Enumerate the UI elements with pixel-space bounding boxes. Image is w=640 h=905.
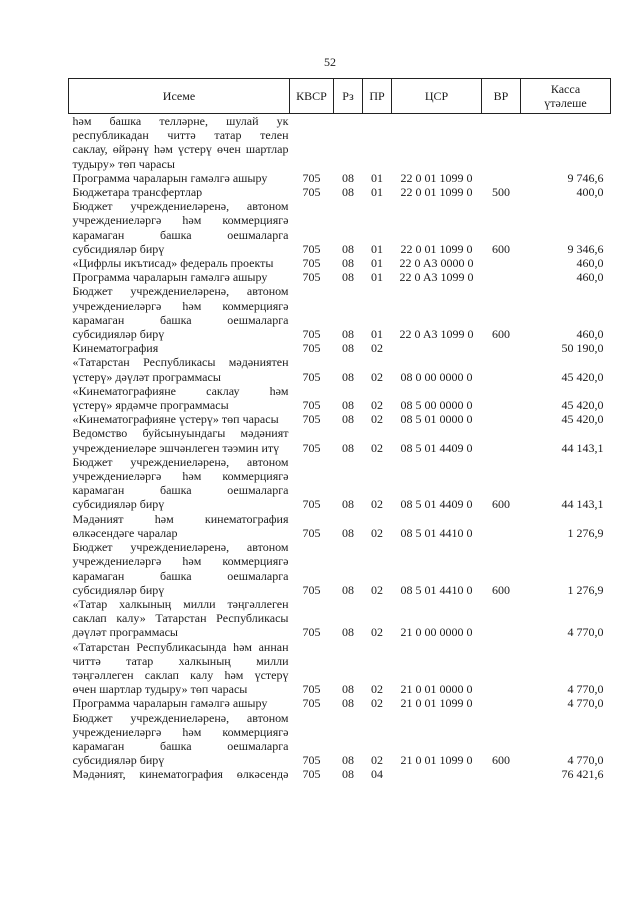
row-name-cell [69,284,290,341]
row-name-cell [69,171,290,185]
row-name-line: һәм башка телләрне, шулай ук [72,114,289,128]
row-pr-cell: 02 [371,696,383,711]
row-amount-cell: 460,0 [576,270,604,285]
row-name-line: дәүләт программасы [72,625,178,640]
row-name-cell [69,185,290,199]
row-name-line: Бюджет учреждениеләренә, автоном [72,284,289,299]
row-name-line: саклап калу» Татарстан Республикасы [72,611,289,626]
row-kvsr-cell: 705 [302,440,321,455]
row-kvsr-cell: 705 [302,398,321,413]
row-kvsr-cell: 705 [302,369,321,384]
row-name-line: карамаган башка оешмаларга [72,568,289,583]
row-amount-cell: 45 420,0 [561,412,604,427]
row-csr-cell [392,114,482,171]
row-name-cell [69,355,290,383]
row-kvsr-cell: 705 [302,582,321,597]
row-pr-cell: 01 [371,270,383,285]
row-kvsr-cell: 705 [302,625,321,640]
row-vr-cell [482,597,521,640]
row-amount-cell: 44 143,1 [561,440,604,455]
row-rz-cell: 08 [342,525,354,540]
row-rz-cell: 08 [342,753,354,768]
row-vr-cell [482,114,521,171]
row-name-cell [69,640,290,697]
table-row [69,455,611,512]
row-kvsr-cell: 705 [302,256,321,271]
row-name-line: учреждениеләргә һәм коммерциягә [72,554,289,569]
row-amount-cell: 1 276,9 [567,582,604,597]
row-kvsr-cell: 705 [302,696,321,711]
row-kvsr-cell: 705 [302,185,321,200]
row-vr-cell: 500 [492,185,510,200]
row-name-line: «Татарстан Республикасы мәдәниятен [72,355,289,370]
row-vr-cell [482,270,521,284]
row-vr-cell [482,767,521,781]
row-pr-cell: 01 [371,241,383,256]
row-amount-cell: 1 276,9 [567,525,604,540]
row-kvsr-cell: 705 [302,170,321,185]
row-name-line: «Кинематографияне үстерү» төп чарасы [72,412,279,427]
row-rz-cell: 08 [342,582,354,597]
row-csr-cell: 08 5 01 4409 0 [400,497,473,512]
table-row [69,767,611,781]
row-pr-cell [363,114,392,171]
header-kassa-line2: үтәлеше [544,96,587,110]
row-name-line: учреждениеләре эшчәнлеген тәэмин итү [72,440,280,455]
row-amount-cell: 4 770,0 [567,753,604,768]
row-name-cell [69,341,290,355]
row-name-line: Ведомство буйсынуындагы мәдәният [72,426,289,441]
row-name-line: үстерү» дәүләт программасы [72,369,221,384]
row-vr-cell [482,640,521,697]
table-row [69,256,611,270]
row-rz-cell: 08 [342,497,354,512]
row-kvsr-cell: 705 [302,497,321,512]
row-rz-cell: 08 [342,341,354,356]
row-amount-cell: 44 143,1 [561,497,604,512]
row-rz-cell: 08 [342,440,354,455]
row-name-line: субсидияләр бирү [72,497,165,512]
row-name-cell [69,426,290,454]
row-name-line: өлкәсендәге чаралар [72,525,178,540]
row-name-line: карамаган башка оешмаларга [72,738,289,753]
header-pr: ПР [363,79,392,114]
row-name-line: Программа чараларын гамәлгә ашыру [72,270,268,285]
row-csr-cell: 22 0 01 1099 0 [400,170,473,185]
row-rz-cell: 08 [342,241,354,256]
row-csr-cell: 22 0 01 1099 0 [400,185,473,200]
row-csr-cell [392,341,482,355]
row-kvsr-cell: 705 [302,341,321,356]
row-name-cell [69,540,290,597]
row-name-line: Бюджет учреждениеләренә, автоном [72,454,289,469]
row-name-cell [69,412,290,426]
row-name-line: карамаган башка оешмаларга [72,483,289,498]
row-vr-cell: 600 [492,582,510,597]
row-rz-cell: 08 [342,398,354,413]
row-name-line: үстерү» ярдәмче программасы [72,398,229,413]
row-csr-cell: 22 0 A3 1099 0 [399,327,474,342]
row-name-line: читтә татар халкының милли [72,653,289,668]
row-pr-cell: 01 [371,256,383,271]
row-name-cell [69,199,290,256]
row-vr-cell: 600 [492,497,510,512]
table-row [69,199,611,256]
row-vr-cell [482,384,521,412]
row-rz-cell: 08 [342,270,354,285]
row-vr-cell [482,412,521,426]
table-row [69,640,611,697]
table-row [69,384,611,412]
row-rz-cell [334,114,363,171]
row-pr-cell: 01 [371,170,383,185]
table-row [69,341,611,355]
row-csr-cell: 08 5 01 4410 0 [400,525,473,540]
row-name-cell [69,455,290,512]
row-name-line: карамаган башка оешмаларга [72,312,289,327]
row-name-line: Бюджет учреждениеләренә, автоном [72,199,289,214]
row-name-line: карамаган башка оешмаларга [72,227,289,242]
table-row [69,185,611,199]
row-csr-cell: 08 5 01 4410 0 [400,582,473,597]
header-vr: ВР [482,79,521,114]
header-kvsr: КВСР [290,79,334,114]
row-pr-cell: 02 [371,625,383,640]
row-name-line: учреждениеләргә һәм коммерциягә [72,298,289,313]
row-rz-cell: 08 [342,185,354,200]
row-name-line: саклау, өйрәнү һәм үстерү өчен шартлар [72,142,289,157]
row-name-cell [69,767,290,781]
row-rz-cell: 08 [342,625,354,640]
row-amount-cell: 400,0 [576,185,604,200]
row-name-line: «Татарстан Республикасында һәм аннан [72,639,289,654]
row-pr-cell: 02 [371,412,383,427]
row-csr-cell: 21 0 01 0000 0 [400,682,473,697]
table-row [69,114,611,171]
table-row [69,412,611,426]
table-row [69,540,611,597]
row-pr-cell: 02 [371,582,383,597]
row-name-line: Мәдәният, кинематография өлкәсендә [72,767,289,782]
row-vr-cell [482,426,521,454]
row-name-line: учреждениеләргә һәм коммерциягә [72,724,289,739]
budget-table [68,78,611,782]
table-row [69,512,611,540]
row-amount-cell: 50 190,0 [561,341,604,356]
row-kvsr-cell: 705 [302,241,321,256]
row-name-line: субсидияләр бирү [72,327,165,342]
row-name-line: Бюджетара трансфертлар [72,185,203,200]
row-rz-cell: 08 [342,369,354,384]
header-kassa-line1: Касса [550,82,581,96]
row-name-line: Программа чараларын гамәлгә ашыру [72,170,268,185]
row-amount-cell: 9 346,6 [567,241,604,256]
row-name-line: субсидияләр бирү [72,753,165,768]
row-kvsr-cell: 705 [302,753,321,768]
row-name-cell [69,512,290,540]
row-vr-cell [482,171,521,185]
row-pr-cell: 01 [371,185,383,200]
row-name-line: «Татар халкының милли тәңгәллеген [72,596,289,611]
row-name-line: тудыру» төп чарасы [72,156,175,171]
row-name-line: Мәдәният һәм кинематография [72,511,289,526]
row-name-line: учреждениеләргә һәм коммерциягә [72,213,289,228]
row-rz-cell: 08 [342,327,354,342]
row-pr-cell: 02 [371,341,383,356]
row-vr-cell: 600 [492,327,510,342]
row-csr-cell: 08 5 01 0000 0 [400,412,473,427]
row-amount-cell: 45 420,0 [561,369,604,384]
row-vr-cell: 600 [492,241,510,256]
row-amount-cell: 9 746,6 [567,170,604,185]
row-csr-cell: 21 0 01 1099 0 [400,753,473,768]
row-csr-cell: 22 0 01 1099 0 [400,241,473,256]
row-name-line: «Кинематографияне саклау һәм [72,383,289,398]
row-pr-cell: 02 [371,440,383,455]
row-pr-cell: 02 [371,497,383,512]
row-csr-cell: 22 0 A3 1099 0 [399,270,474,285]
row-csr-cell: 21 0 00 0000 0 [400,625,473,640]
row-name-line: Кинематография [72,341,159,356]
row-rz-cell: 08 [342,696,354,711]
row-name-line: «Цифрлы икътисад» федераль проекты [72,256,274,271]
row-pr-cell: 01 [371,327,383,342]
row-name-cell [69,256,290,270]
row-name-line: республикадан читтә татар телен [72,128,289,143]
header-csr: ЦСР [392,79,482,114]
row-name-line: Бюджет учреждениеләренә, автоном [72,540,289,555]
row-vr-cell [482,355,521,383]
row-name-cell [69,597,290,640]
header-name: Исеме [69,79,290,114]
row-kvsr-cell [290,114,334,171]
row-name-cell [69,270,290,284]
row-amount-cell: 460,0 [576,256,604,271]
row-csr-cell: 22 0 A3 0000 0 [399,256,474,271]
row-pr-cell: 02 [371,753,383,768]
header-row [69,79,611,114]
row-kvsr-cell: 705 [302,525,321,540]
table-body [69,114,611,782]
row-name-cell [69,114,290,171]
row-csr-cell: 08 0 00 0000 0 [400,369,473,384]
table-row [69,171,611,185]
table-row [69,270,611,284]
row-kvsr-cell: 705 [302,682,321,697]
table-row [69,696,611,710]
row-rz-cell: 08 [342,256,354,271]
row-vr-cell [482,341,521,355]
row-rz-cell: 08 [342,412,354,427]
table-header [69,79,611,114]
row-pr-cell: 02 [371,398,383,413]
row-amount-cell [521,114,611,171]
table-row [69,711,611,768]
row-name-cell [69,696,290,710]
row-name-line: субсидияләр бирү [72,582,165,597]
header-rz: Рз [334,79,363,114]
row-vr-cell [482,696,521,710]
row-rz-cell: 08 [342,767,354,782]
row-vr-cell [482,256,521,270]
page-number: 52 [324,55,336,69]
row-amount-cell: 45 420,0 [561,398,604,413]
row-pr-cell: 02 [371,525,383,540]
row-kvsr-cell: 705 [302,412,321,427]
row-name-cell [69,384,290,412]
row-pr-cell: 02 [371,369,383,384]
row-amount-cell: 4 770,0 [567,696,604,711]
table-row [69,597,611,640]
row-vr-cell [482,512,521,540]
row-rz-cell: 08 [342,682,354,697]
row-kvsr-cell: 705 [302,767,321,782]
row-pr-cell: 02 [371,682,383,697]
row-name-line: Бюджет учреждениеләренә, автоном [72,710,289,725]
row-amount-cell: 4 770,0 [567,625,604,640]
row-amount-cell: 4 770,0 [567,682,604,697]
row-name-line: тәңгәллеген саклап калу һәм үстерү [72,667,289,682]
row-kvsr-cell: 705 [302,270,321,285]
row-name-line: субсидияләр бирү [72,241,165,256]
table-row [69,426,611,454]
row-kvsr-cell: 705 [302,327,321,342]
row-csr-cell: 21 0 01 1099 0 [400,696,473,711]
row-csr-cell: 08 5 00 0000 0 [400,398,473,413]
row-name-line: учреждениеләргә һәм коммерциягә [72,469,289,484]
row-csr-cell [392,767,482,781]
row-vr-cell: 600 [492,753,510,768]
row-amount-cell: 76 421,6 [561,767,604,782]
row-name-cell [69,711,290,768]
row-name-line: Программа чараларын гамәлгә ашыру [72,696,268,711]
row-amount-cell: 460,0 [576,327,604,342]
table-row [69,355,611,383]
row-pr-cell: 04 [371,767,383,782]
header-kassa [521,79,611,114]
row-name-line: өчен шартлар тудыру» төп чарасы [72,682,248,697]
table-row [69,284,611,341]
row-rz-cell: 08 [342,170,354,185]
row-csr-cell: 08 5 01 4409 0 [400,440,473,455]
